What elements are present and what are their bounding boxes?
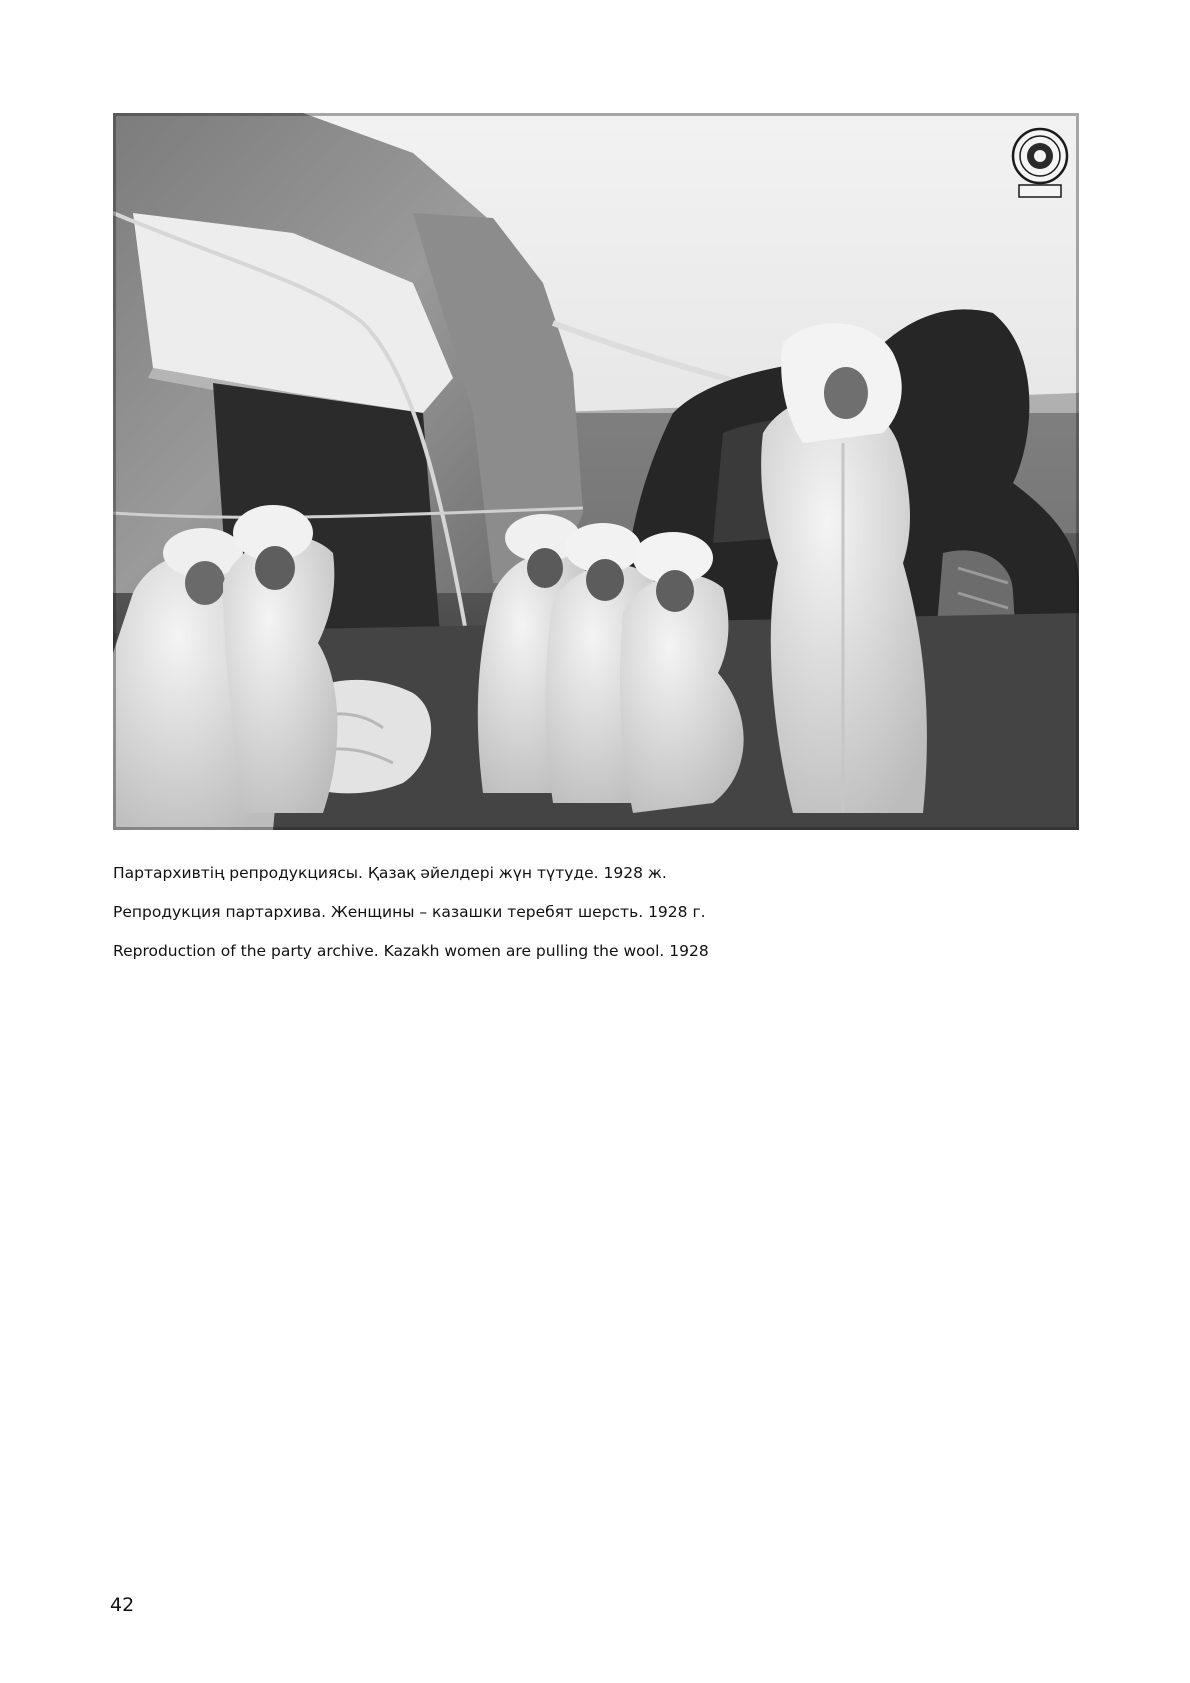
photograph-image <box>113 113 1079 830</box>
page-number: 42 <box>110 1594 135 1616</box>
archive-photograph <box>113 113 1079 830</box>
caption-kazakh: Партархивтің репродукциясы. Қазақ әйелдері жүн түтуде. 1928 ж. <box>113 864 667 882</box>
caption-english: Reproduction of the party archive. Kazakh women are pulling the wool. 1928 <box>113 942 709 960</box>
caption-russian: Репродукция партархива. Женщины – казашки теребят шерсть. 1928 г. <box>113 903 706 921</box>
archive-stamp <box>1013 129 1067 197</box>
